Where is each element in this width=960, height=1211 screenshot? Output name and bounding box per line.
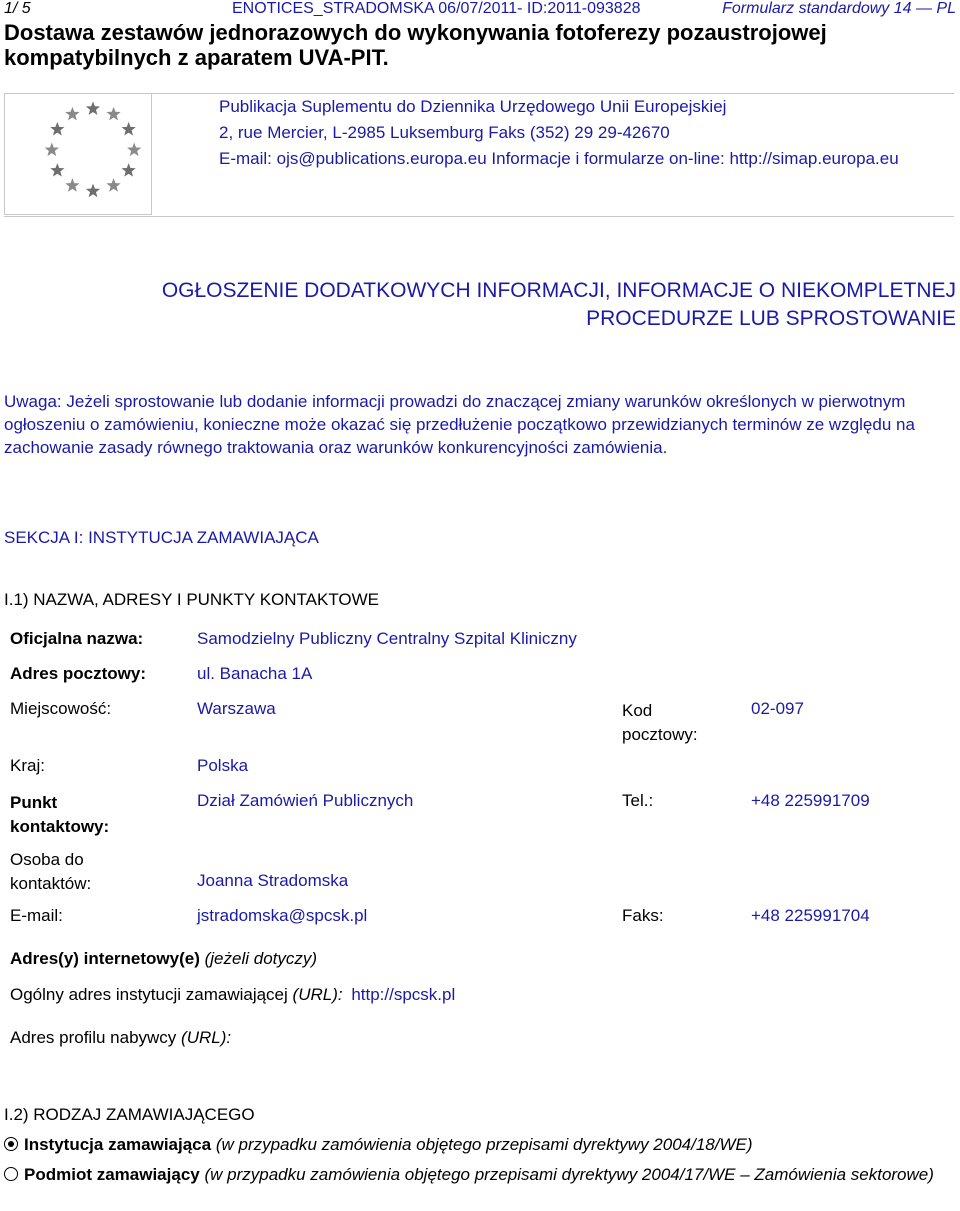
option-note: (w przypadku zamówienia objętego przepisami dyrektywy 2004/17/WE – Zamówienia sektorowe)	[204, 1165, 934, 1184]
contact-person-value: Joanna Stradomska	[197, 871, 349, 890]
option-label: Instytucja zamawiająca	[24, 1135, 212, 1154]
eu-star-icon	[65, 178, 79, 192]
subsection-i1-title: I.1) NAZWA, ADRESY I PUNKTY KONTAKTOWE	[4, 590, 380, 609]
general-url-note: (URL):	[292, 985, 343, 1004]
postcode-value: 02-097	[751, 699, 804, 718]
publication-info	[219, 94, 899, 172]
city-label: Miejscowość:	[10, 699, 112, 718]
document-title: Dostawa zestawów jednorazowych do wykonywania fotoferezy pozaustrojowej kompatybilnych z aparatem UVA-PIT.	[4, 20, 827, 70]
top-line	[4, 0, 956, 20]
email-value[interactable]: jstradomska@spcsk.pl	[197, 906, 368, 925]
buyer-profile-note: (URL):	[181, 1028, 232, 1047]
eu-star-icon	[106, 178, 120, 192]
eu-star-icon	[86, 101, 100, 115]
eu-star-icon	[106, 107, 120, 121]
contact-person-label-line-1: Osoba do	[10, 850, 84, 869]
official-name-label: Oficjalna nazwa:	[10, 629, 144, 648]
internet-addresses-label: Adres(y) internetowy(e)	[10, 949, 200, 968]
general-url-row	[10, 985, 455, 1005]
fax-value: +48 225991704	[751, 906, 870, 925]
postcode-label	[622, 699, 698, 747]
publication-line-2: 2, rue Mercier, L-2985 Luksemburg Faks (352) 29 29-42670	[219, 123, 670, 142]
eu-star-icon	[45, 143, 59, 157]
notice-reference: ENOTICES_STRADOMSKA 06/07/2011- ID:2011-093828	[232, 0, 641, 17]
form-name: Formularz standardowy 14 — PL	[722, 0, 956, 17]
notice-title-line-2: PROCEDURZE LUB SPROSTOWANIE	[586, 307, 956, 330]
eu-star-icon	[50, 163, 64, 177]
contact-point-label	[10, 791, 109, 839]
page-number: 1/ 5	[4, 0, 31, 17]
publication-line-3: E-mail: ojs@publications.europa.eu Informacje i formularze on-line: http://simap.europa.eu	[219, 149, 899, 168]
contact-person-label	[10, 848, 91, 896]
fax-label: Faks:	[622, 906, 664, 925]
postcode-label-line-2: pocztowy:	[622, 725, 698, 744]
option-label: Podmiot zamawiający	[24, 1165, 200, 1184]
eu-flag-icon	[4, 93, 152, 215]
contact-point-label-line-2: kontaktowy:	[10, 817, 110, 836]
postcode-label-line-1: Kod	[622, 701, 653, 720]
contact-point-label-line-1: Punkt	[10, 793, 58, 812]
contact-person-label-line-2: kontaktów:	[10, 874, 92, 893]
country-value: Polska	[197, 756, 249, 775]
eu-star-icon	[65, 107, 79, 121]
publication-line-1: Publikacja Suplementu do Dziennika Urzędowego Unii Europejskiej	[219, 97, 727, 116]
address-value: ul. Banacha 1A	[197, 664, 313, 683]
radio-selected-icon[interactable]	[4, 1137, 18, 1151]
notice-title	[4, 277, 956, 333]
radio-unselected-icon[interactable]	[4, 1167, 18, 1181]
internet-addresses-note: (jeżeli dotyczy)	[204, 949, 318, 968]
internet-addresses-heading	[10, 949, 317, 969]
notice-title-line-1: OGŁOSZENIE DODATKOWYCH INFORMACJI, INFORMACJE O NIEKOMPLETNEJ	[161, 279, 956, 302]
eu-star-icon	[122, 163, 136, 177]
eu-star-icon	[127, 143, 141, 157]
tel-value: +48 225991709	[751, 791, 870, 810]
country-label: Kraj:	[10, 756, 45, 775]
city-value: Warszawa	[197, 699, 276, 718]
tel-label: Tel.:	[622, 791, 654, 810]
option-note: (w przypadku zamówienia objętego przepisami dyrektywy 2004/18/WE)	[215, 1135, 753, 1154]
general-url-label: Ogólny adres instytucji zamawiającej	[10, 985, 288, 1004]
eu-star-icon	[86, 184, 100, 198]
official-name-value: Samodzielny Publiczny Centralny Szpital Kliniczny	[197, 629, 577, 648]
contracting-entity-option[interactable]	[4, 1163, 954, 1187]
general-url-link[interactable]: http://spcsk.pl	[351, 985, 456, 1004]
email-label: E-mail:	[10, 906, 63, 925]
subsection-i2-title: I.2) RODZAJ ZAMAWIAJĄCEGO	[4, 1105, 255, 1124]
warning-note: Uwaga: Jeżeli sprostowanie lub dodanie informacji prowadzi do znaczącej zmiany warunków określonych w pierwotnym ogłoszeniu o zamówieniu, konieczne może okazać się przedłużenie początkowo przewidzianych terminów ze względu na zachowanie zasady równego traktowania oraz warunków konkurencyjności zamówienia.	[4, 392, 915, 457]
eu-star-icon	[50, 122, 64, 136]
section-title: SEKCJA I: INSTYTUCJA ZAMAWIAJĄCA	[4, 528, 319, 547]
address-label: Adres pocztowy:	[10, 664, 147, 683]
eu-star-icon	[122, 122, 136, 136]
buyer-profile-row	[10, 1028, 231, 1048]
buyer-profile-label: Adres profilu nabywcy	[10, 1028, 177, 1047]
contact-point-value: Dział Zamówień Publicznych	[197, 791, 414, 810]
contracting-authority-option[interactable]	[4, 1133, 954, 1157]
